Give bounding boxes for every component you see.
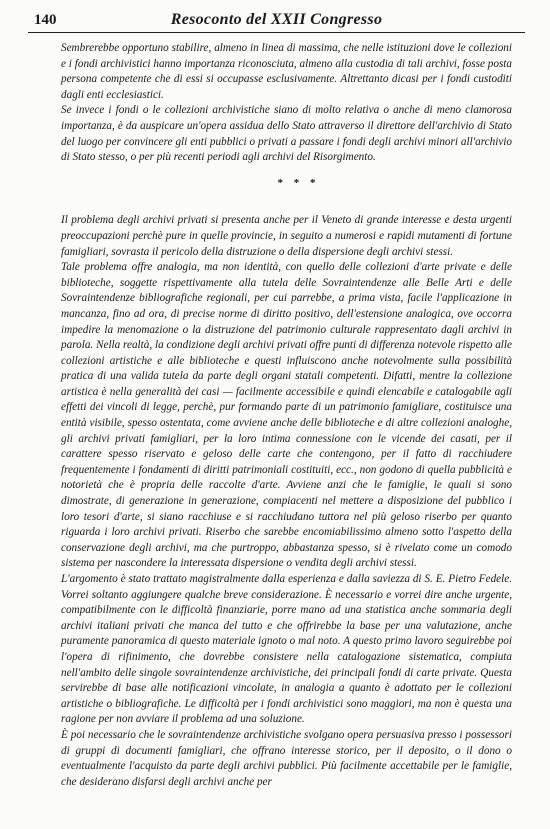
page-header bbox=[28, 10, 525, 33]
paragraph-minor-archives: Se invece i fondi o le collezioni archivistiche siano di molto relativa o anche di meno clamorosa importanza, è da auspicare un'opera assidua dello Stato attraverso il direttore dell'archivio di Stato del luogo per convincere gli enti pubblici o privati a passare i fondi degli archivi minori all'archivio di Stato stesso, o per più recenti periodi agli archivi del Risorgimento. bbox=[61, 104, 512, 164]
paragraph-analogy-art-collections: Tale problema offre analogia, ma non identità, con quello delle collezioni d'arte private e delle biblioteche, soggette rispettivamente alla tutela delle Sovraintendenze alle Belle Arti e delle Sovraintendenze bibliografiche regionali, per cui parrebbe, a prima vista, facile l'applicazione in mancanza, fino ad ora, di precise norme di diritto positivo, dell'estensione analogica, ove occorra impedire la menomazione o la distruzione del patrimonio culturale rappresentato dagli archivi in parola. Nella realtà, la condizione degli archivi privati offre punti di differenza notevole rispetto alle collezioni artistiche e alle biblioteche e questi influiscono anche notevolmente sulla possibilità pratica di una valida tutela da parte degli organi statali competenti. Difatti, mentre la collezione artistica è nella generalità dei casi — facilmente accessibile e quindi elencabile e catalogabile agli effetti dei vincoli di legge, perchè, pur formando parte di un patrimonio famigliare, costituisce una entità visibile, spesso ostentata, come avviene anche delle biblioteche e di altre collezioni analoghe, gli archivi privati famigliari, per la loro intima connessione con le vicende dei casati, per il carattere spesso riservato e geloso delle carte che contengono, per il fatto di racchiudere frequentemente i fondamenti di diritti patrimoniali costituiti, ecc., non godono di quella pubblicità e notorietà che è propria delle raccolte d'arte. Avviene anzi che le famiglie, le quali si sono dimostrate, di generazione in generazione, compiacenti nel mettere a disposizione del pubblico i loro tesori d'arte, si siano racchiuse e si racchiudano tuttora nel più geloso riserbo per quanto riguarda i loro archivi privati. Riserbo che sarebbe encomiabilissimo almeno sotto l'aspetto della conservazione degli archivi, ma che purtroppo, abbastanza spesso, si è rivelato come un comodo sistema per nascondere la interessata dispersione o vendita degli archivi stessi. bbox=[61, 261, 512, 570]
paragraph-private-archives-problem: Il problema degli archivi privati si presenta anche per il Veneto di grande interesse e desta urgenti preoccupazioni perchè pure in quelle provincie, in seguito a numerosi e rapidi mutamenti di fortune famigliari, sovrasta il pericolo della distruzione o della dispersione degli archivi stessi. bbox=[61, 214, 512, 258]
paragraph-statistics-proposal: L'argomento è stato trattato magistralmente dalla esperienza e dalla saviezza di S. E. Pietro Fedele. Vorrei soltanto aggiungere qualche breve considerazione. È necessario e vorrei dire anche urgente, compatibilmente con le difficoltà finanziarie, porre mano ad una statistica anche sommaria degli archivi italiani privati che manca del tutto e che offrirebbe la base per una valutazione, anche puramente panoramica di questo materiale ignoto o mal noto. A questo primo lavoro seguirebbe poi l'opera di rifinimento, che dovrebbe consistere nella catalogazione sistematica, compiuta nell'ambito delle singole sovraintendenze archivistiche, dei principali fondi di carte private. Questa servirebbe di base alle notificazioni vincolate, in analogia a quanto è adottato per le collezioni artistiche o bibliografiche. Le difficoltà per i fondi archivistici sono maggiori, ma non è questa una ragione per non avviare il problema ad una soluzione. bbox=[61, 573, 512, 726]
body-text bbox=[61, 41, 512, 790]
paragraph-persuasion-deposit: È poi necessario che le sovraintendenze archivistiche svolgano opera persuasiva presso i possessori di gruppi di documenti famigliari, che offrano interesse storico, per il deposito, o il dono o eventualmente l'acquisto da parte degli archivi pubblici. Più facilmente accettabile per le famiglie, che desiderano disfarsi degli archivi anche per bbox=[61, 728, 512, 788]
page-number: 140 bbox=[34, 12, 57, 28]
running-title: Resoconto del XXII Congresso bbox=[170, 11, 383, 28]
paragraph-institutional-archives: Sembrerebbe opportuno stabilire, almeno in linea di massima, che nelle istituzioni dove le collezioni e i fondi archivistici hanno importanza riconosciuta, almeno alla custodia di tali archivi, fosse posta persona competente che di essi si occupasse esclusivamente. Altrettanto dicasi per i fondi custoditi dagli enti ecclesiastici. bbox=[61, 42, 512, 101]
section-separator: * * * bbox=[277, 176, 320, 189]
